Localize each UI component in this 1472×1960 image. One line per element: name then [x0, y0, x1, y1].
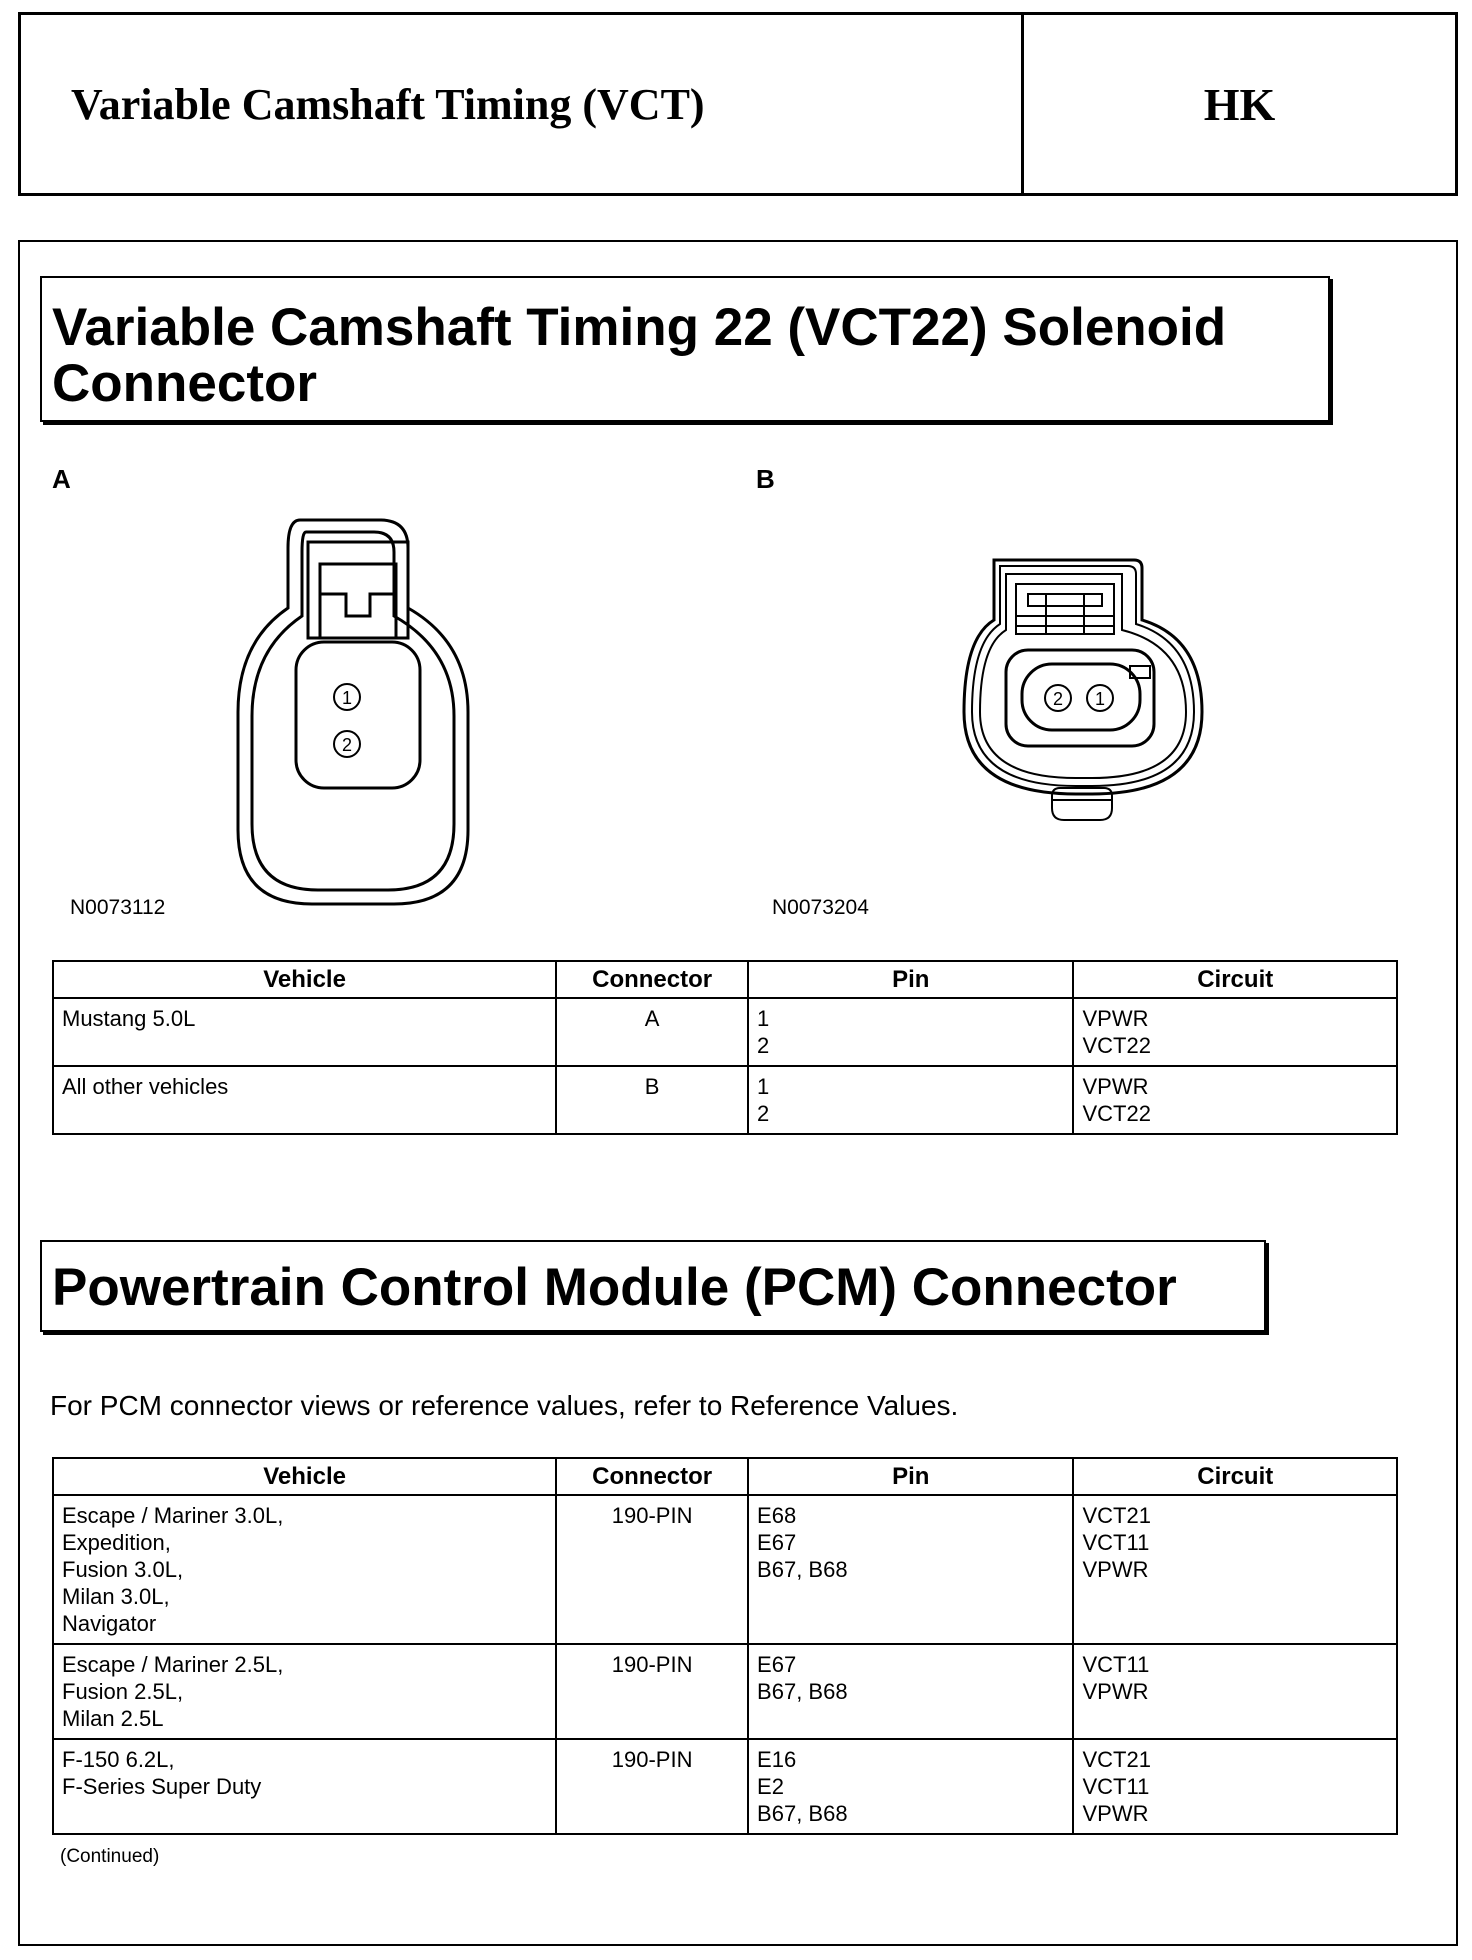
header-code: HK: [1203, 78, 1276, 130]
pin-label: 2: [341, 735, 353, 755]
pin-cell: 1 2: [748, 1066, 1073, 1134]
section-title-vct22: [40, 276, 1330, 422]
table-row: [53, 1066, 1397, 1134]
note-text: For PCM connector views or reference values, refer to: [50, 1390, 731, 1421]
continued-note: (Continued): [60, 1846, 160, 1867]
column-header-circuit: Circuit: [1073, 1458, 1397, 1495]
table-row: [53, 1495, 1397, 1644]
connector-cell: 190-PIN: [556, 1739, 748, 1834]
view-a-label: A: [52, 464, 71, 494]
column-header-pin: Pin: [748, 1458, 1073, 1495]
header-title: Variable Camshaft Timing (VCT): [21, 15, 1024, 193]
section-title-pcm: Powertrain Control Module (PCM) Connector: [40, 1240, 1266, 1332]
circuit-cell: VPWR VCT22: [1073, 1066, 1397, 1134]
vct22-connector-table: [52, 960, 1398, 1135]
section-title-line2: Connector: [52, 354, 317, 413]
connector-a-diagram: [230, 512, 550, 912]
column-header-vehicle: Vehicle: [53, 1458, 556, 1495]
circuit-cell: VCT21 VCT11 VPWR: [1073, 1495, 1397, 1644]
pin-label: 2: [1052, 689, 1064, 709]
vehicle-cell: Escape / Mariner 2.5L, Fusion 2.5L, Milan 2.5L: [53, 1644, 556, 1739]
column-header-pin: Pin: [748, 961, 1073, 998]
connector-cell: B: [556, 1066, 748, 1134]
reference-note: [50, 1390, 958, 1422]
circuit-cell: VCT21 VCT11 VPWR: [1073, 1739, 1397, 1834]
vehicle-cell: Escape / Mariner 3.0L, Expedition, Fusion 3.0L, Milan 3.0L, Navigator: [53, 1495, 556, 1644]
pcm-connector-table: [52, 1457, 1398, 1835]
content-panel: [18, 240, 1458, 1946]
table-row: [53, 1739, 1397, 1834]
column-header-connector: Connector: [556, 961, 748, 998]
connector-cell: 190-PIN: [556, 1644, 748, 1739]
pin-label: 1: [1094, 689, 1106, 709]
pin-cell: 1 2: [748, 998, 1073, 1066]
circuit-cell: VCT11 VPWR: [1073, 1644, 1397, 1739]
table-header-row: [53, 961, 1397, 998]
page-header: [18, 12, 1458, 196]
circuit-cell: VPWR VCT22: [1073, 998, 1397, 1066]
figure-id-a: N0073112: [70, 896, 166, 919]
table-row: [53, 998, 1397, 1066]
column-header-vehicle: Vehicle: [53, 961, 556, 998]
section-title-line1: Variable Camshaft Timing 22 (VCT22) Solenoid: [52, 298, 1227, 357]
table-row: [53, 1644, 1397, 1739]
column-header-connector: Connector: [556, 1458, 748, 1495]
table-header-row: [53, 1458, 1397, 1495]
connector-cell: 190-PIN: [556, 1495, 748, 1644]
vehicle-cell: All other vehicles: [53, 1066, 556, 1134]
pin-label: 1: [341, 688, 353, 708]
column-header-circuit: Circuit: [1073, 961, 1397, 998]
vehicle-cell: F-150 6.2L, F-Series Super Duty: [53, 1739, 556, 1834]
connector-cell: A: [556, 998, 748, 1066]
vehicle-cell: Mustang 5.0L: [53, 998, 556, 1066]
pin-cell: E16 E2 B67, B68: [748, 1739, 1073, 1834]
reference-values-link[interactable]: Reference Values.: [730, 1390, 959, 1421]
figure-id-b: N0073204: [772, 896, 869, 919]
connector-b-diagram: [950, 542, 1220, 832]
pin-cell: E67 B67, B68: [748, 1644, 1073, 1739]
pin-cell: E68 E67 B67, B68: [748, 1495, 1073, 1644]
view-b-label: B: [756, 464, 775, 494]
